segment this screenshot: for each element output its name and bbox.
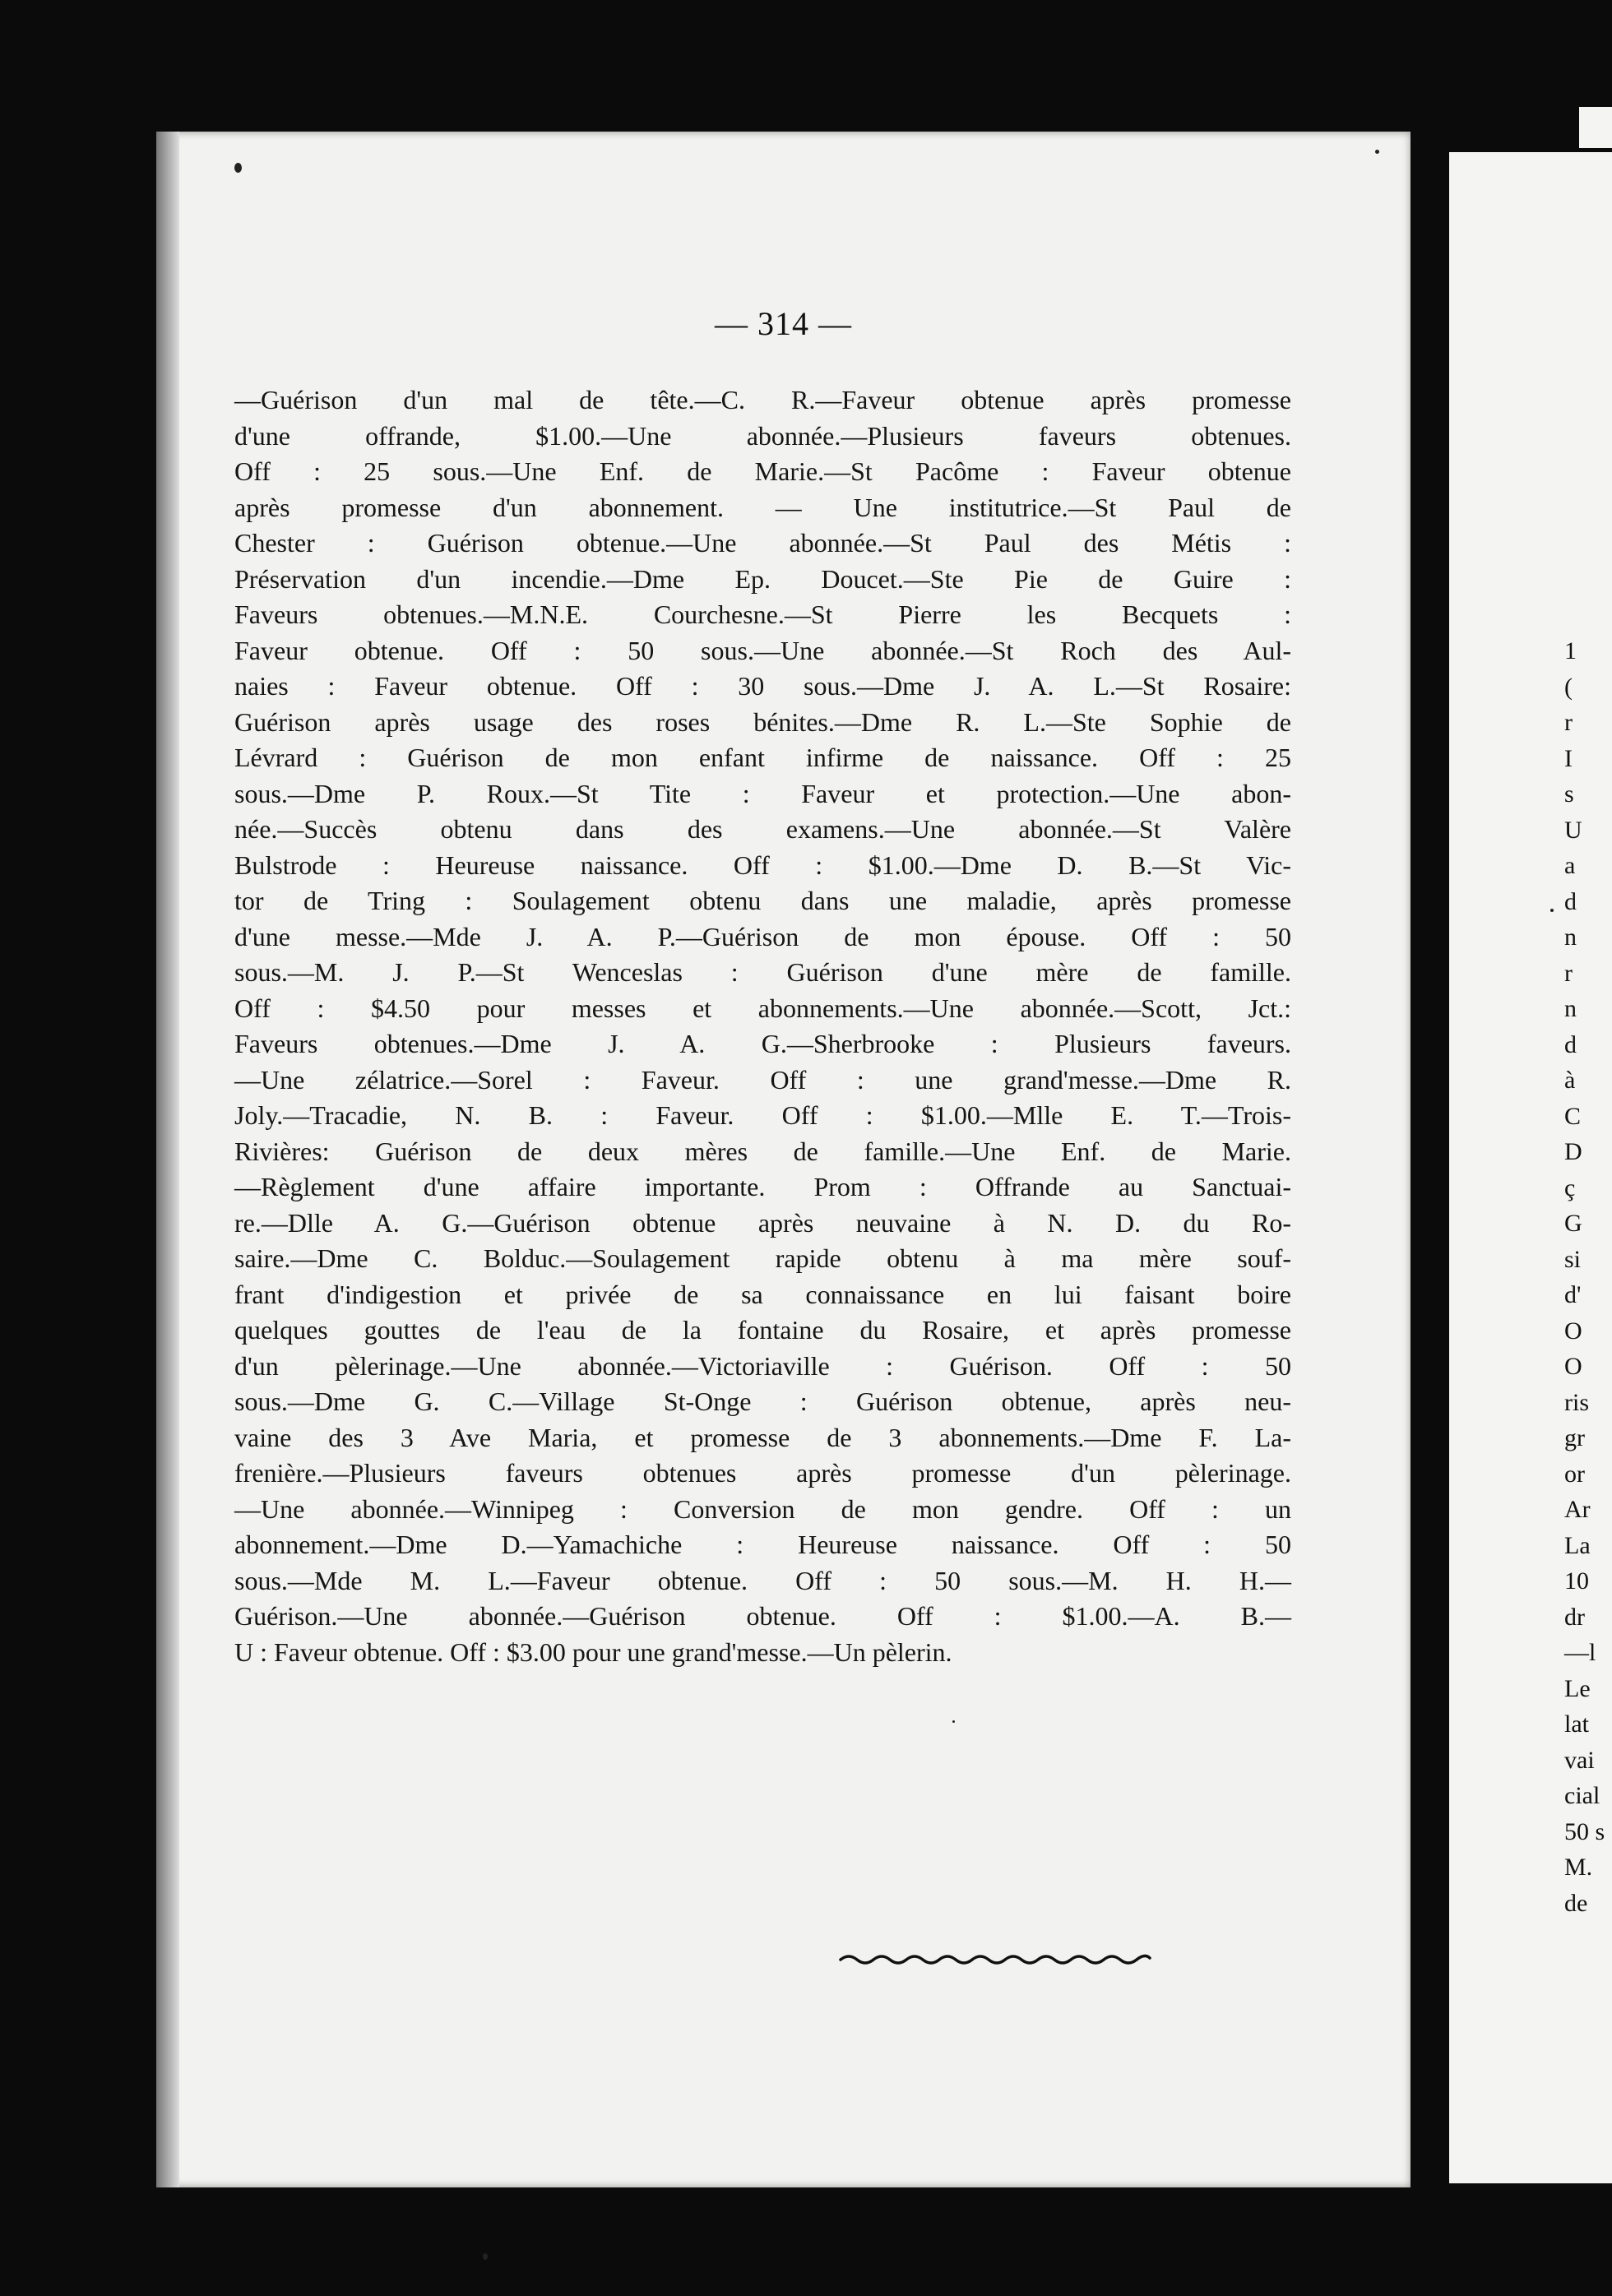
text-line: sous.—Mde M. L.—Faveur obtenue. Off : 50 sous.—M. H. H.— [234,1565,1291,1595]
facing-page-fragment: C [1564,1102,1582,1130]
dust-speck [1375,150,1379,154]
facing-page-fragment: I [1564,744,1573,772]
facing-page-fragment: r [1564,709,1573,736]
text-line: Faveurs obtenues.—Dme J. A. G.—Sherbrooke : Plusieurs faveurs. [234,1029,1291,1058]
text-line: —Guérison d'un mal de tête.—C. R.—Faveur obtenue après promesse [234,385,1291,414]
facing-page-fragment: 50 s [1564,1817,1605,1845]
text-line: re.—Dlle A. G.—Guérison obtenue après neuvaine à N. D. du Ro- [234,1207,1291,1238]
text-line: d'une messe.—Mde J. A. P.—Guérison de mon épouse. Off : 50 [234,921,1291,951]
facing-page-fragment: 10 [1564,1567,1589,1595]
facing-page-fragment: O [1564,1353,1582,1380]
text-line: tor de Tring : Soulagement obtenu dans une maladie, après promesse [234,886,1291,915]
facing-page-fragment: d [1564,1030,1577,1058]
facing-page-fragment: U [1564,816,1582,844]
facing-page-fragment: r [1564,959,1573,987]
facing-page-fragment: à [1564,1067,1576,1094]
dust-speck [234,163,242,173]
facing-page-fragment: s [1564,780,1574,808]
text-line: Bulstrode : Heureuse naissance. Off : $1.00.—Dme D. B.—St Vic- [234,849,1291,880]
text-line: saire.—Dme C. Bolduc.—Soulagement rapide obtenu à ma mère souf- [234,1243,1291,1273]
page-body-text [234,382,1291,1670]
text-line: frant d'indigestion et privée de sa connaissance en lui faisant boire [234,1279,1291,1309]
text-line: née.—Succès obtenu dans des examens.—Une abonnée.—St Valère [234,814,1291,844]
facing-page-fragment: ç [1564,1173,1576,1201]
facing-page-fragment: n [1564,923,1577,951]
facing-page-fragment: vai [1564,1746,1595,1774]
facing-page-fragment: ( [1564,673,1573,701]
text-line: Lévrard : Guérison de mon enfant infirme de naissance. Off : 25 [234,743,1291,772]
text-line: sous.—Dme G. C.—Village St-Onge : Guérison obtenue, après neu- [234,1386,1291,1416]
text-line: naies : Faveur obtenue. Off : 30 sous.—Dme J. A. L.—St Rosaire: [234,671,1291,701]
facing-page-fragment: O [1564,1317,1582,1345]
facing-page-fragment: or [1564,1460,1585,1488]
facing-page-fragment: dr [1564,1603,1585,1631]
facing-page-fragment: 1 [1564,637,1577,664]
text-line: Joly.—Tracadie, N. B. : Faveur. Off : $1.00.—Mlle E. T.—Trois- [234,1100,1291,1130]
facing-page-fragment: d [1564,887,1577,915]
facing-page-fragment: La [1564,1531,1591,1559]
facing-page-fragment: cial [1564,1782,1600,1809]
facing-page-fragment: gr [1564,1424,1585,1451]
facing-page-fragment: —l [1564,1639,1596,1666]
text-line: Guérison après usage des roses bénites.—Dme R. L.—Ste Sophie de [234,706,1291,737]
text-line: Faveur obtenue. Off : 50 sous.—Une abonnée.—St Roch des Aul- [234,635,1291,665]
facing-page-edge [1449,152,1612,2183]
text-line: d'un pèlerinage.—Une abonnée.—Victoriaville : Guérison. Off : 50 [234,1350,1291,1381]
facing-page-fragment: a [1564,852,1576,879]
dust-speck [1550,909,1554,912]
text-line: après promesse d'un abonnement. — Une institutrice.—St Paul de [234,492,1291,522]
facing-page-fragment: si [1564,1245,1582,1273]
text-line: quelques gouttes de l'eau de la fontaine du Rosaire, et après promesse [234,1315,1291,1345]
text-line: Faveurs obtenues.—M.N.E. Courchesne.—St Pierre les Becquets : [234,599,1291,629]
text-line: frenière.—Plusieurs faveurs obtenues après promesse d'un pèlerinage. [234,1458,1291,1488]
facing-page-fragment: Le [1564,1674,1591,1702]
text-line: Off : 25 sous.—Une Enf. de Marie.—St Pacôme : Faveur obtenue [234,456,1291,486]
text-line: Préservation d'un incendie.—Dme Ep. Doucet.—Ste Pie de Guire : [234,563,1291,594]
text-line: U : Faveur obtenue. Off : $3.00 pour une grand'messe.—Un pèlerin. [234,1636,952,1667]
text-line: sous.—Dme P. Roux.—St Tite : Faveur et protection.—Une abon- [234,778,1291,808]
text-line: vaine des 3 Ave Maria, et promesse de 3 abonnements.—Dme F. La- [234,1422,1291,1452]
facing-page-fragment: D [1564,1138,1582,1165]
dust-speck [483,2253,488,2260]
text-line: sous.—M. J. P.—St Wenceslas : Guérison d'une mère de famille. [234,957,1291,987]
facing-page-fragment: de [1564,1889,1588,1917]
facing-page-fragment: d' [1564,1281,1582,1308]
facing-page-fragment: Ar [1564,1496,1591,1523]
text-line: d'une offrande, $1.00.—Une abonnée.—Plusieurs faveurs obtenues. [234,420,1291,451]
facing-page-fragment: n [1564,995,1577,1022]
facing-page-fragment: G [1564,1210,1582,1237]
page-number: — 314 — [715,305,852,342]
ornament-divider [839,1945,1151,1970]
facing-page-corner [1579,107,1612,148]
text-line: —Une zélatrice.—Sorel : Faveur. Off : une grand'messe.—Dme R. [234,1064,1291,1095]
text-line: Rivières: Guérison de deux mères de famille.—Une Enf. de Marie. [234,1136,1291,1166]
dust-speck [952,1720,955,1723]
text-line: —Une abonnée.—Winnipeg : Conversion de mon gendre. Off : un [234,1493,1291,1524]
text-line: Guérison.—Une abonnée.—Guérison obtenue. Off : $1.00.—A. B.— [234,1601,1291,1631]
text-line: —Règlement d'une affaire importante. Prom : Offrande au Sanctuai- [234,1172,1291,1201]
text-line: abonnement.—Dme D.—Yamachiche : Heureuse naissance. Off : 50 [234,1530,1291,1559]
facing-page-fragment: M. [1564,1854,1593,1881]
text-line: Off : $4.50 pour messes et abonnements.—Une abonnée.—Scott, Jct.: [234,993,1291,1023]
facing-page-fragment: lat [1564,1710,1589,1738]
text-line: Chester : Guérison obtenue.—Une abonnée.—St Paul des Métis : [234,528,1291,558]
facing-page-fragment: ris [1564,1388,1589,1416]
